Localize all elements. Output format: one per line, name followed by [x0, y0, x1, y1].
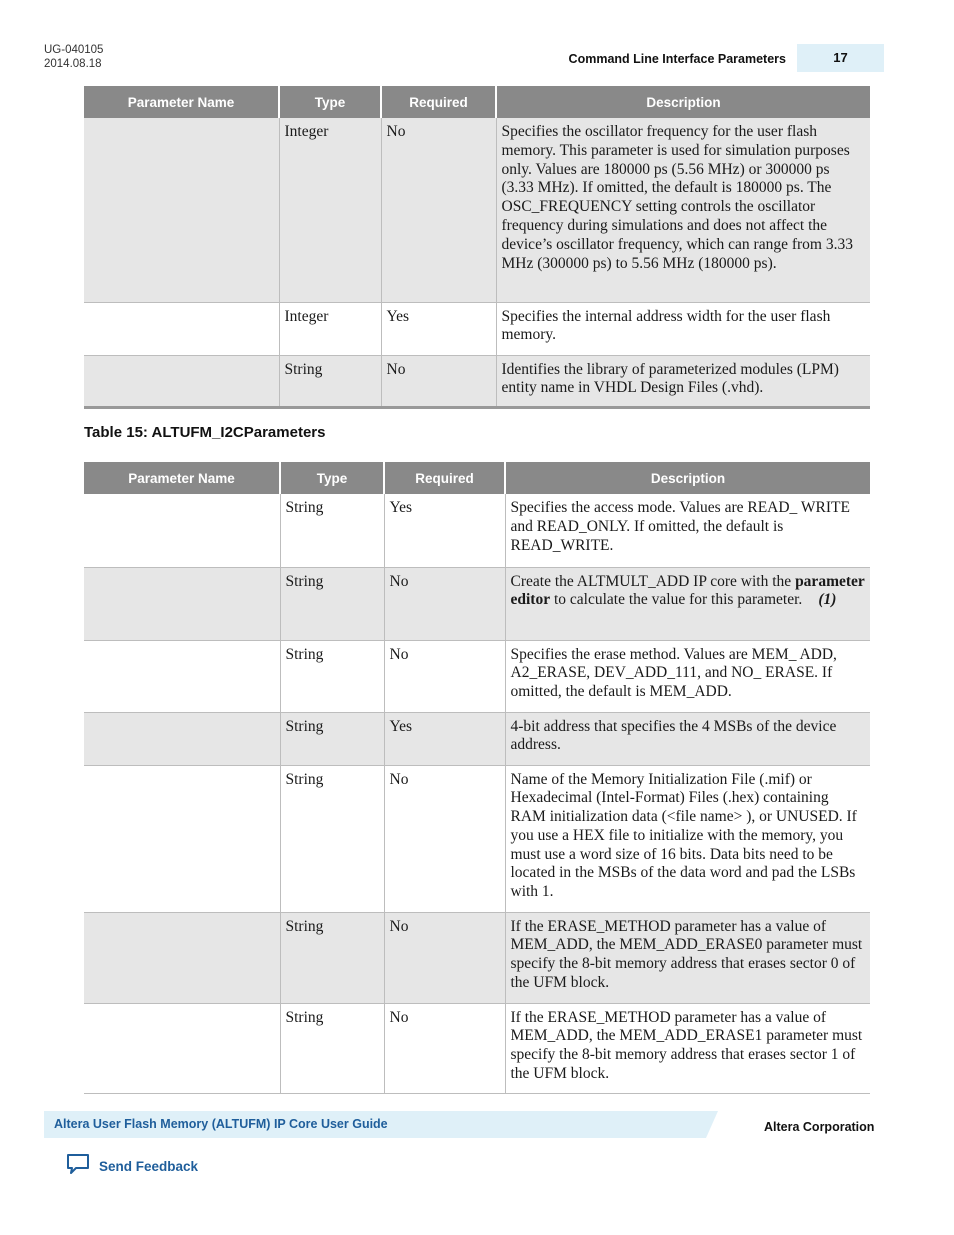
- cell-required: No: [384, 765, 505, 912]
- cell-parameter-name: [84, 355, 279, 407]
- cell-parameter-name: [84, 912, 280, 1003]
- table-row: [84, 765, 870, 912]
- cell-required: Yes: [384, 712, 505, 765]
- altufm-i2c-parameters-table: [84, 462, 870, 1094]
- cell-type: String: [280, 712, 384, 765]
- table-row: [84, 355, 870, 407]
- cell-required: Yes: [381, 302, 496, 355]
- speech-bubble-icon: [66, 1153, 90, 1180]
- cell-type: Integer: [279, 118, 381, 302]
- cell-type: String: [279, 355, 381, 407]
- table-header-row: [84, 462, 870, 494]
- column-header-parameter-name: Parameter Name: [84, 86, 279, 118]
- column-header-description: Description: [505, 462, 870, 494]
- cell-description: Name of the Memory Initialization File (.mif) or Hexadecimal (Intel-Format) Files (.hex) containing RAM initialization data (<file name> ), or UNUSED. If you use a HEX file to initialize with the memory, you must use a word size of 16 bits. Data bits need to be located in the MSBs of the data word and pad the LSBs with 1.: [505, 765, 870, 912]
- cell-parameter-name: [84, 302, 279, 355]
- cell-parameter-name: [84, 765, 280, 912]
- column-header-required: Required: [384, 462, 505, 494]
- company-name: Altera Corporation: [764, 1120, 875, 1134]
- cell-description: [505, 567, 870, 640]
- description-text: to calculate the value for this parameter.: [550, 591, 803, 609]
- column-header-type: Type: [279, 86, 381, 118]
- cell-description: Specifies the erase method. Values are MEM_ ADD, A2_ERASE, DEV_ADD_111, and NO_ ERASE. If omitted, the default is MEM_ADD.: [505, 640, 870, 712]
- section-title: Command Line Interface Parameters: [568, 52, 786, 66]
- cell-type: String: [280, 912, 384, 1003]
- table-row: [84, 912, 870, 1003]
- cell-type: String: [280, 640, 384, 712]
- table-row: [84, 1003, 870, 1093]
- cell-type: String: [280, 1003, 384, 1093]
- cell-required: No: [381, 355, 496, 407]
- cell-required: Yes: [384, 494, 505, 567]
- cell-description: Identifies the library of parameterized modules (LPM) entity name in VHDL Design Files (.vhd).: [496, 355, 870, 407]
- parameter-editor-term: parameter editor: [510, 572, 865, 609]
- guide-title-link[interactable]: Altera User Flash Memory (ALTUFM) IP Core User Guide: [54, 1117, 388, 1131]
- cell-type: Integer: [279, 302, 381, 355]
- cell-parameter-name: [84, 640, 280, 712]
- cell-type: String: [280, 494, 384, 567]
- cell-type: String: [280, 567, 384, 640]
- cell-description: Specifies the internal address width for the user flash memory.: [496, 302, 870, 355]
- send-feedback-link[interactable]: [66, 1154, 198, 1178]
- cell-required: No: [384, 567, 505, 640]
- column-header-required: Required: [381, 86, 496, 118]
- cell-parameter-name: [84, 567, 280, 640]
- table-caption: Table 15: ALTUFM_I2CParameters: [84, 424, 326, 441]
- document-date: 2014.08.18: [44, 58, 102, 70]
- cell-parameter-name: [84, 1003, 280, 1093]
- document-id-block: [44, 43, 103, 71]
- table-row: [84, 118, 870, 302]
- table-row: [84, 494, 870, 567]
- cell-description: If the ERASE_METHOD parameter has a value of MEM_ADD, the MEM_ADD_ERASE1 parameter must specify the 8-bit memory address that erases sector 1 of the UFM block.: [505, 1003, 870, 1093]
- column-header-description: Description: [496, 86, 870, 118]
- table-row: [84, 302, 870, 355]
- cell-parameter-name: [84, 118, 279, 302]
- description-text: Create the ALTMULT_ADD IP core with the: [510, 572, 796, 590]
- cell-required: No: [381, 118, 496, 302]
- footnote-reference[interactable]: (1): [818, 591, 837, 609]
- cell-required: No: [384, 912, 505, 1003]
- cell-description: If the ERASE_METHOD parameter has a value of MEM_ADD, the MEM_ADD_ERASE0 parameter must specify the 8-bit memory address that erases sector 0 of the UFM block.: [505, 912, 870, 1003]
- table-row: [84, 567, 870, 640]
- cell-type: String: [280, 765, 384, 912]
- cell-description: 4-bit address that specifies the 4 MSBs of the device address.: [505, 712, 870, 765]
- table-row: [84, 640, 870, 712]
- page-number: 17: [797, 44, 884, 72]
- send-feedback-label: Send Feedback: [99, 1158, 199, 1174]
- document-id: UG-040105: [44, 44, 104, 56]
- cell-parameter-name: [84, 494, 280, 567]
- cell-description: Specifies the access mode. Values are READ_ WRITE and READ_ONLY. If omitted, the default is READ_WRITE.: [505, 494, 870, 567]
- table-header-row: [84, 86, 870, 118]
- column-header-type: Type: [280, 462, 384, 494]
- cell-required: No: [384, 640, 505, 712]
- cell-description: Specifies the oscillator frequency for the user flash memory. This parameter is used for simulation purposes only. Values are 180000 ps (5.56 MHz) or 300000 ps (3.33 MHz). If omitted, the default is 180000 ps. The OSC_FREQUENCY setting controls the oscillator frequency during simulations and does not affect the device’s oscillator frequency, which can range from 3.33 MHz (300000 ps) to 5.56 MHz (180000 ps).: [496, 118, 870, 302]
- parameters-table-continued: [84, 86, 870, 409]
- column-header-parameter-name: Parameter Name: [84, 462, 280, 494]
- cell-parameter-name: [84, 712, 280, 765]
- table-row: [84, 712, 870, 765]
- cell-required: No: [384, 1003, 505, 1093]
